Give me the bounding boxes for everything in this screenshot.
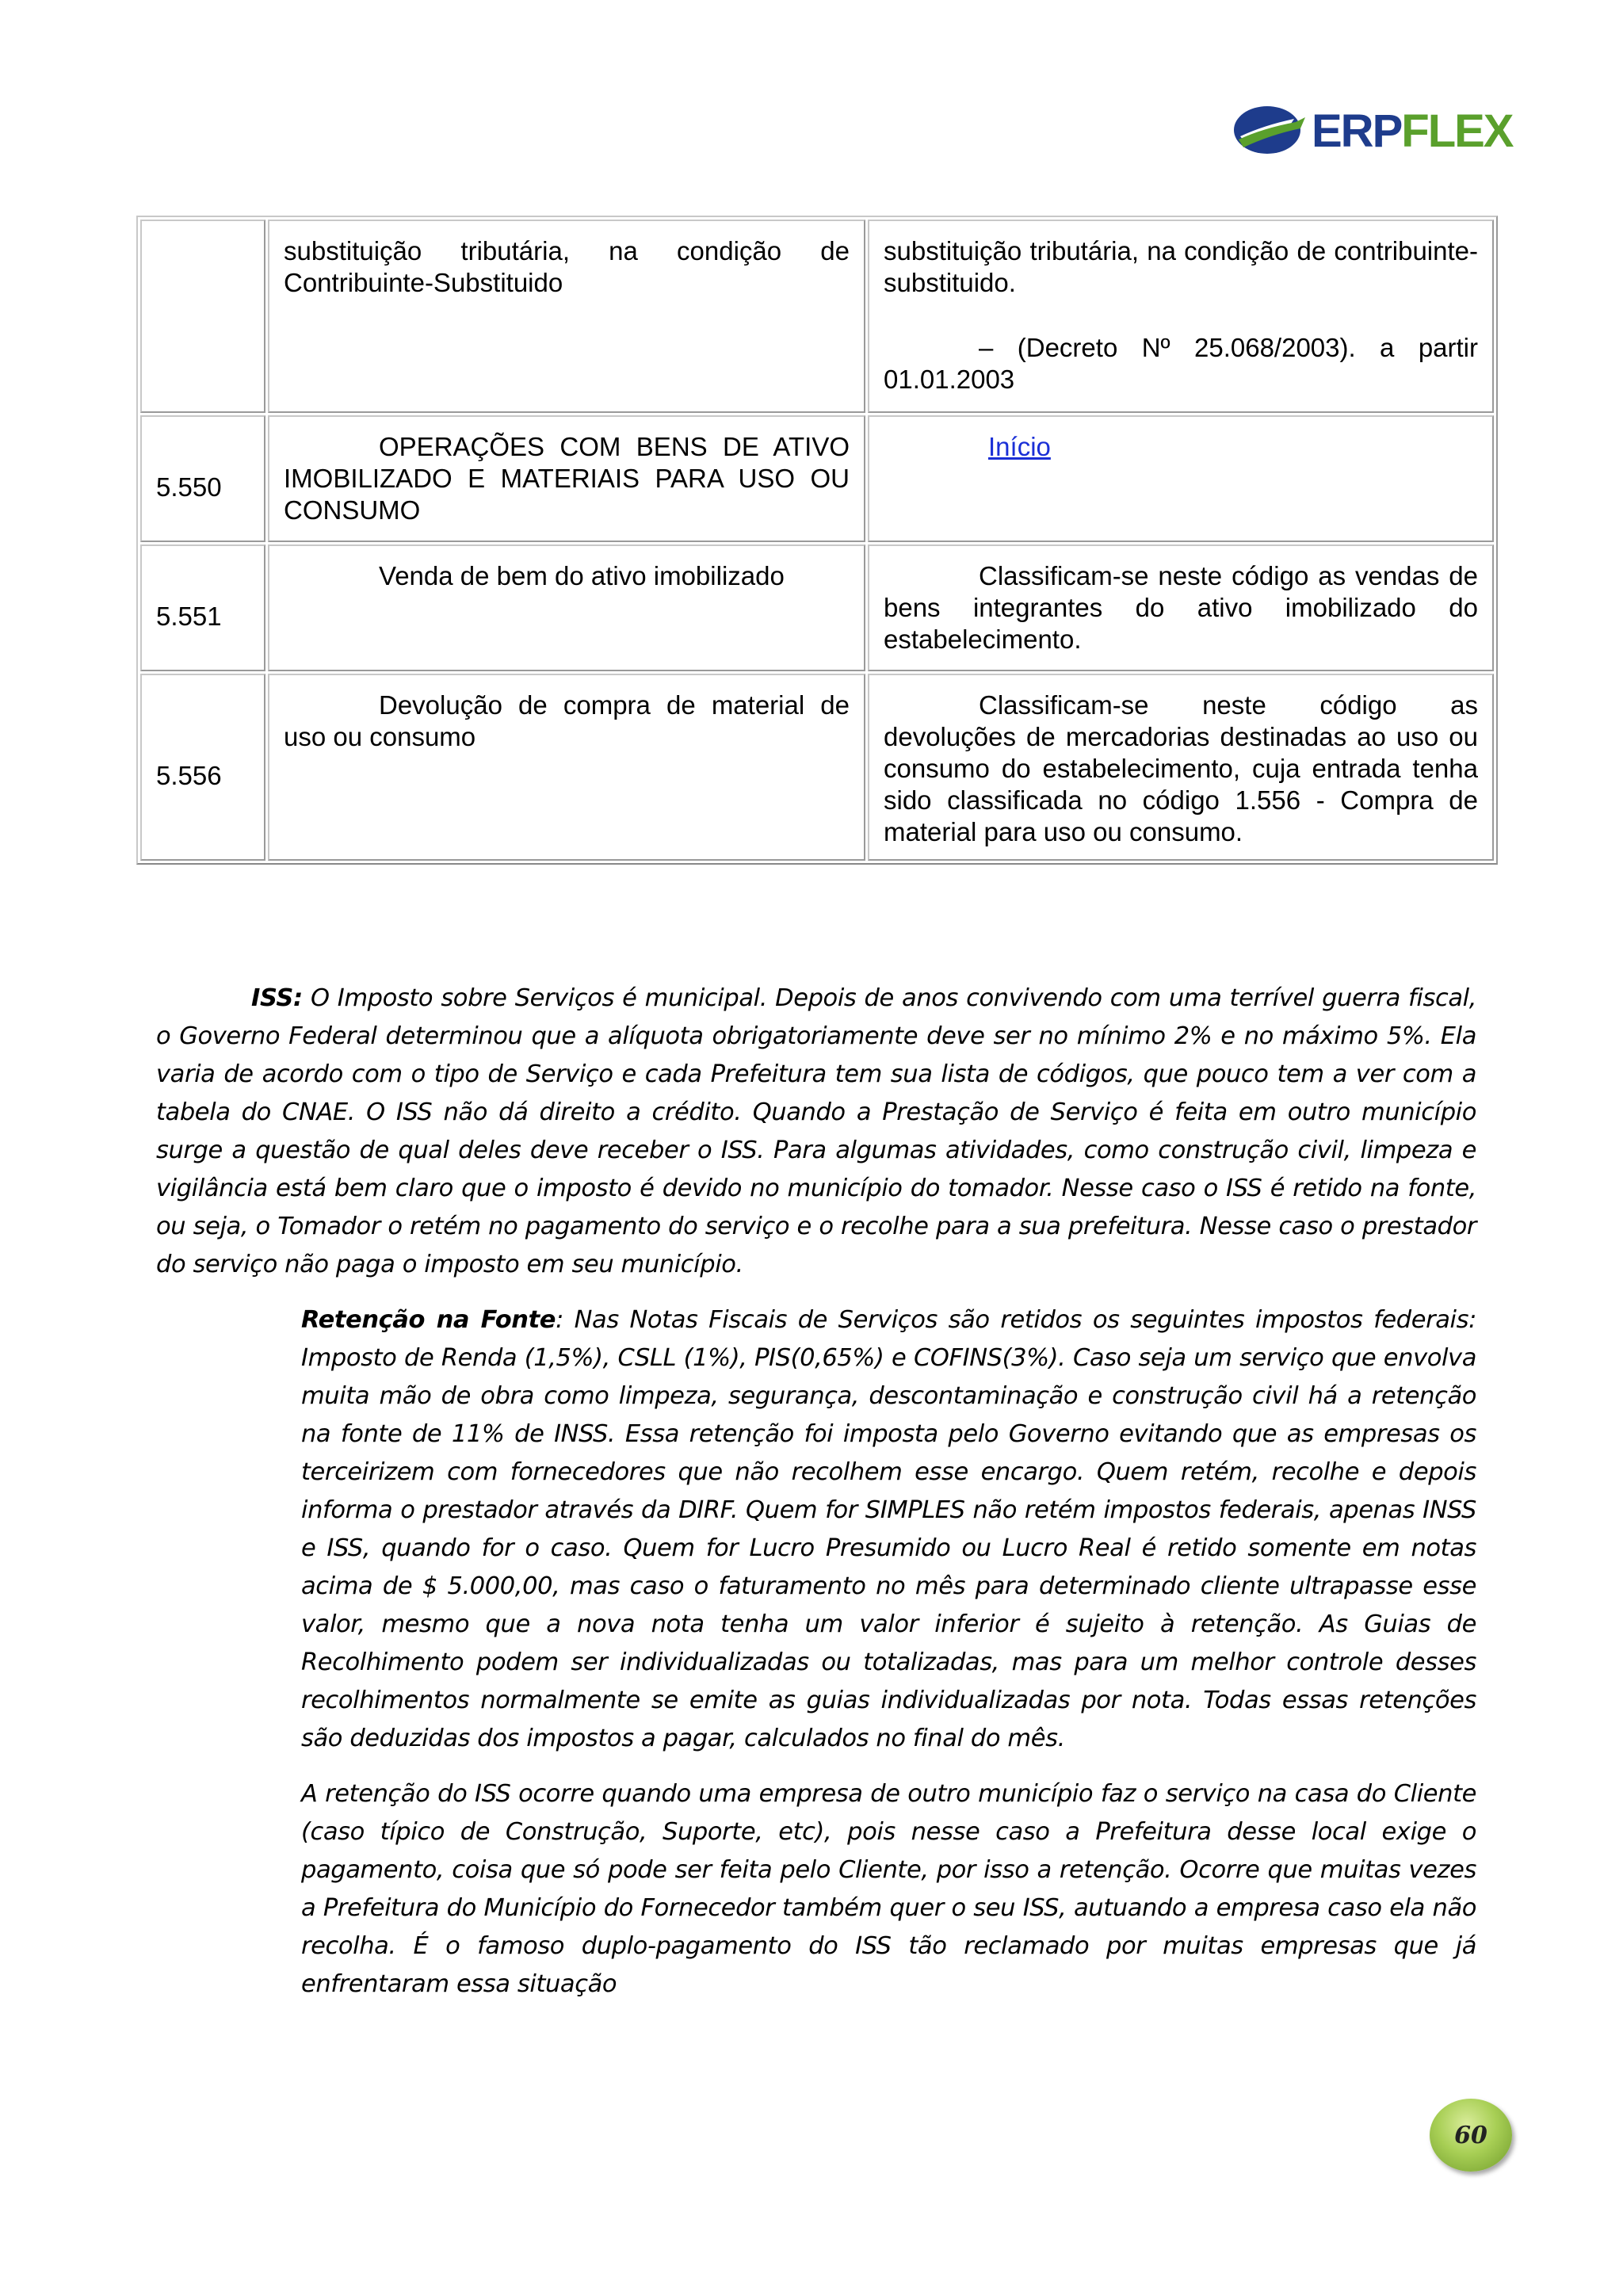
retencao-text: : Nas Notas Fiscais de Serviços são retidos os seguintes impostos federais: Imposto de Renda (1,5%), CSLL (1%), PIS(0,65%) e COFINS(3%). Caso seja um serviço que envolva muita mão de obra como limpeza, segurança, descontaminação e construção civil há a retenção na fonte de 11% de INSS. Essa retenção foi imposta pelo Governo evitando que as empresas os terceirizem com fornecedores que não recolhem esse encargo. Quem retém, recolhe e depois informa o prestador através da DIRF. Quem for SIMPLES não retém impostos federais, apenas INSS e ISS, quando for o caso. Quem for Lucro Presumido ou Lucro Real é retido somente em notas acima de $ 5.000,00, mas caso o faturamento no mês para determinado cliente ultrapasse esse valor, mesmo que a nova nota tenha um valor inferior é sujeito à retenção. As Guias de Recolhimento podem ser individualizadas ou totalizadas, mas para um melhor controle desses recolhimentos normalmente se emite as guias individualizadas por nota. Todas essas retenções são deduzidas dos impostos a pagar, calculados no final do mês.	[301, 1306, 1476, 1752]
explanation-note: – (Decreto Nº 25.068/2003). a partir 01.01.2003	[884, 333, 1478, 394]
description-cell	[268, 674, 865, 861]
code-cell	[140, 544, 265, 671]
iss-label: ISS:	[251, 984, 303, 1012]
explanation-cell	[868, 220, 1494, 413]
iss-text: O Imposto sobre Serviços é municipal. Depois de anos convivendo com uma terrível guerra fiscal, o Governo Federal determinou que a alíquota obrigatoriamente deve ser no mínimo 2% e no máximo 5%. Ela varia de acordo com o tipo de Serviço e cada Prefeitura tem sua lista de códigos, que pouco tem a ver com a tabela do CNAE. O ISS não dá direito a crédito. Quando a Prestação de Serviço é feita em outro município surge a questão de qual deles deve receber o ISS. Para algumas atividades, como construção civil, limpeza e vigilância está bem claro que o imposto é devido no município do tomador. Nesse caso o ISS é retido na fonte, ou seja, o Tomador o retém no pagamento do serviço e o recolhe para a sua prefeitura. Nesse caso o prestador do serviço não paga o imposto em seu município.	[156, 984, 1476, 1278]
code-text: 5.556	[156, 761, 222, 790]
table-row	[140, 415, 1494, 542]
description-text: substituição tributária, na condição de Contribuinte-Substituido	[284, 236, 850, 297]
iss-paragraph	[156, 980, 1476, 1284]
cfop-table	[136, 216, 1498, 865]
page-number: 60	[1454, 2121, 1487, 2149]
table-row	[140, 544, 1494, 671]
description-cell	[268, 220, 865, 413]
iss-retencao-paragraph: A retenção do ISS ocorre quando uma empresa de outro município faz o serviço na casa do Cliente (caso típico de Construção, Suporte, etc), pois nesse caso a Prefeitura desse local exige o pagamento, coisa que só pode ser feita pelo Cliente, por isso a retenção. Ocorre que muitas vezes a Prefeitura do Município do Fornecedor também quer o seu ISS, autuando a empresa caso ela não recolha. É o famoso duplo-pagamento do ISS tão reclamado por muitas empresas que já enfrentaram essa situação	[301, 1780, 1476, 1998]
description-text: Venda de bem do ativo imobilizado	[379, 561, 785, 590]
explanation-text: Classificam-se neste código as devoluções de mercadorias destinadas ao uso ou consumo do estabelecimento, cuja entrada tenha sido classificada no código 1.556 - Compra de material para uso ou consumo.	[884, 690, 1478, 846]
code-cell	[140, 415, 265, 542]
page-number-badge	[1430, 2099, 1512, 2172]
retencao-label: Retenção na Fonte	[301, 1306, 556, 1334]
erpflex-logo	[1232, 101, 1513, 159]
table-row	[140, 220, 1494, 413]
retencao-paragraph	[301, 1301, 1476, 1758]
explanation-text: substituição tributária, na condição de contribuinte-substituido.	[884, 236, 1478, 297]
logo-swoosh-icon	[1232, 101, 1308, 159]
description-text: OPERAÇÕES COM BENS DE ATIVO IMOBILIZADO E MATERIAIS PARA USO OU CONSUMO	[284, 432, 850, 525]
description-cell	[268, 415, 865, 542]
logo-flex-text: FLEX	[1401, 105, 1513, 157]
inicio-link[interactable]: Início	[988, 432, 1051, 461]
explanation-cell	[868, 674, 1494, 861]
logo-erp-text: ERP	[1312, 105, 1402, 157]
code-cell	[140, 220, 265, 413]
explanation-cell	[868, 415, 1494, 542]
logo-wordmark	[1312, 105, 1513, 157]
description-cell	[268, 544, 865, 671]
explanation-text: Classificam-se neste código as vendas de bens integrantes do ativo imobilizado do estabelecimento.	[884, 561, 1478, 654]
table-row	[140, 674, 1494, 861]
code-text: 5.550	[156, 472, 222, 502]
explanation-cell	[868, 544, 1494, 671]
description-text: Devolução de compra de material de uso ou consumo	[284, 690, 850, 751]
code-text: 5.551	[156, 602, 222, 631]
code-cell	[140, 674, 265, 861]
